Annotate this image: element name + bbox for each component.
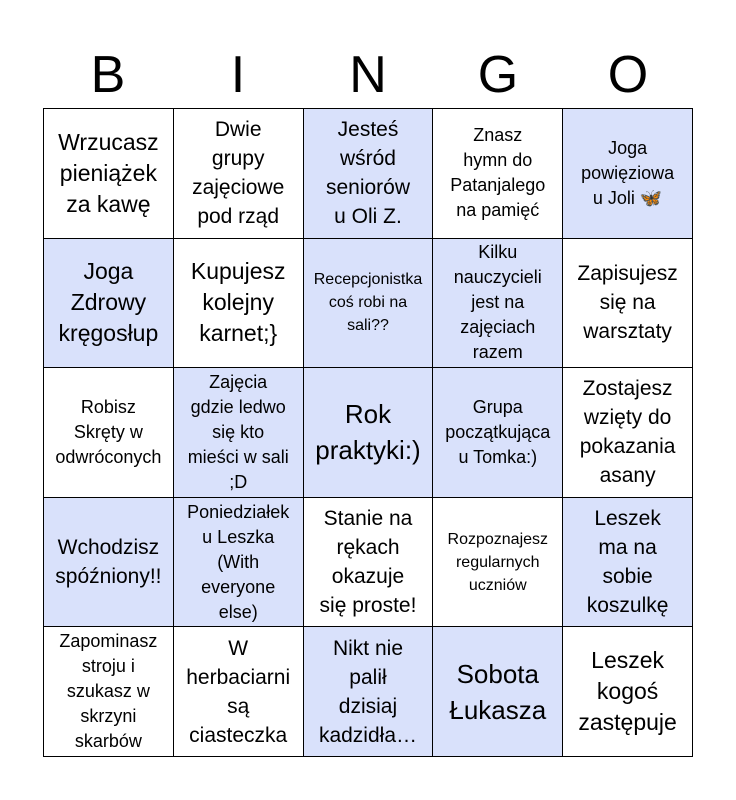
cell-text: Nikt nie palił dzisiaj kadzidła… [318,636,418,747]
cell-text: Zajęcia gdzie ledwo się kto mieści w sali ;D [187,372,289,492]
cell-text: Leszek kogoś zastępuje [578,647,677,736]
cell-text: Zapominasz stroju i szukasz w skrzyni skarbów [59,631,158,752]
bingo-cell[interactable] [433,109,563,239]
bingo-header [43,42,693,108]
bingo-cell[interactable] [174,368,304,498]
cell-text: Recepcjonistka coś robi na sali?? [313,271,423,335]
header-letter-o: O [607,46,649,104]
cell-text: Wrzucasz pieniążek za kawę [58,128,159,217]
cell-text: Jesteś wśród seniorów u Oli Z. [325,118,411,229]
bingo-cell[interactable] [563,239,693,369]
bingo-cell[interactable] [563,498,693,628]
bingo-cell[interactable] [563,109,693,239]
cell-text: Grupa początkująca u Tomka:) [445,396,551,467]
bingo-cell[interactable] [433,368,563,498]
bingo-cell[interactable] [44,498,174,628]
cell-text: Zostajesz wzięty do pokazania asany [579,377,676,488]
bingo-cell[interactable] [433,239,563,369]
bingo-cell[interactable] [563,627,693,757]
cell-text: Joga powięziowa u Joli 🦋 [581,137,675,208]
bingo-cell[interactable] [433,627,563,757]
cell-text: Zapisujesz się na warsztaty [577,262,678,344]
header-letter-g: G [477,46,519,104]
bingo-cell[interactable] [44,109,174,239]
bingo-cell[interactable] [174,239,304,369]
cell-text: Kupujesz kolejny karnet;} [190,258,286,347]
cell-text: Sobota Łukasza [449,658,547,725]
bingo-cell[interactable] [304,368,434,498]
header-letter-n: N [349,46,387,104]
bingo-cell[interactable] [174,109,304,239]
bingo-cell[interactable] [304,109,434,239]
cell-text: Stanie na rękach okazuje się proste! [319,507,417,618]
bingo-cell[interactable] [174,627,304,757]
bingo-cell[interactable] [433,498,563,628]
bingo-cell[interactable] [44,627,174,757]
cell-text: Robisz Skręty w odwróconych [55,396,162,467]
cell-text: Rok praktyki:) [315,399,421,466]
bingo-grid [43,108,693,757]
cell-text: Kilku nauczycieli jest na zajęciach razem [453,242,542,363]
cell-text: Wchodzisz spóźniony!! [55,536,162,589]
cell-text: Poniedziałek u Leszka (With everyone else) [187,501,290,622]
bingo-cell[interactable] [563,368,693,498]
cell-text: Rozpoznajesz regularnych uczniów [447,530,549,594]
cell-text: W herbaciarni są ciasteczka [186,636,291,747]
bingo-cell[interactable] [44,239,174,369]
bingo-cell[interactable] [44,368,174,498]
bingo-cell[interactable] [304,627,434,757]
header-letter-i: I [230,46,246,104]
cell-text: Leszek ma na sobie koszulkę [586,507,669,618]
cell-text: Znasz hymn do Patanjalego na pamięć [450,125,546,221]
header-letter-b: B [90,46,126,104]
cell-text: Joga Zdrowy kręgosłup [58,258,159,347]
bingo-cell[interactable] [304,498,434,628]
cell-text: Dwie grupy zajęciowe pod rząd [192,118,285,229]
bingo-cell[interactable] [174,498,304,628]
bingo-cell[interactable] [304,239,434,369]
